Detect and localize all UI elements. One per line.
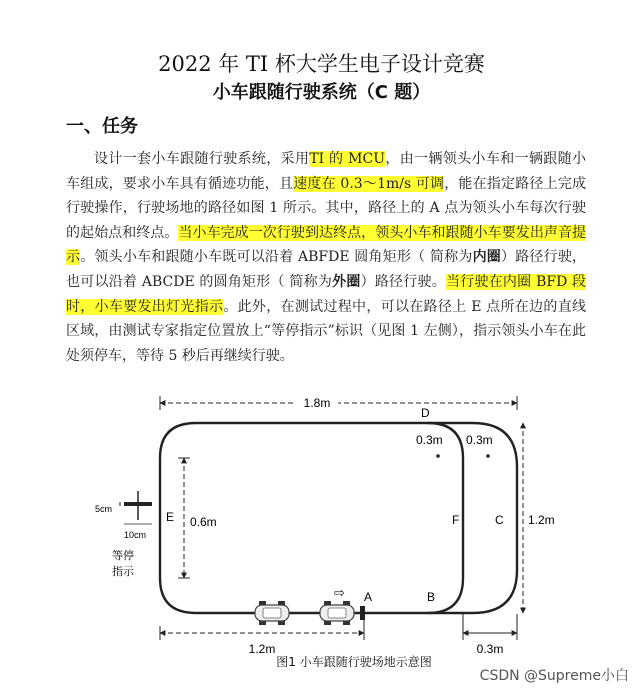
follower-car [255,601,289,625]
figure-caption: 图1 小车跟随行驶场地示意图 [276,655,432,669]
point-a-label: A [364,590,373,604]
stop-width-label: 5cm [95,504,113,514]
highlight-speed: 速度在 0.3～1m/s 可调 [293,175,445,192]
point-f-label: F [452,513,460,527]
text-span: 。此外，在测试过程中，可以在路径上 E 点所在边的直线区域，由测试专家指定位置放上“等停指示”标识（见图 1 左侧），指示领头小车在此处须停车，等待 5 秒后再继续行驶。 [66,298,586,364]
dim-bottom-left-label: 1.2m [248,642,276,656]
stop-label-line2: 指示 [112,565,134,578]
direction-arrow-icon: ⇨ [334,586,345,601]
highlight-mcu: TI 的 MCU [309,151,386,167]
dim-height-label: 0.6m [190,515,217,529]
highlight-light: 当行驶在内圈 BFD 段时，小车要发出灯光指示 [66,273,586,315]
section-heading: 一、任务 [66,116,138,137]
start-point-marker [360,606,365,620]
highlight-sound: 当小车完成一次行驶到达终点，领头小车和跟随小车要发出声音提示 [66,224,587,266]
dim-right-label: 1.2m [528,513,555,527]
dim-top-label: 1.8m [303,396,331,410]
watermark: CSDN @Supreme小白 [479,668,629,684]
stop-label-line1: 等停 [112,549,134,562]
text-span: ）路径行驶，也可以沿着 ABCDE 的圆角矩形（ 简称为 [66,249,587,290]
point-b-label: B [427,590,436,604]
radius-inner-center [436,454,440,458]
document-subtitle: 小车跟随行驶系统（C 题） [212,82,431,103]
text-span: ，能在指定路径上完成行驶操作，行驶场地的路径如图 1 所示。其中，路径上的 A 点为领头小车每次行驶的起始点和终点。 [66,175,587,241]
bold-outer-loop: 外圈 [332,273,361,290]
stop-length-label: 10cm [124,530,147,540]
dim-bottom-right-label: 0.3m [476,642,504,656]
radius-outer-label: 0.3m [466,433,493,447]
point-d-label: D [421,406,430,420]
leader-car [320,601,354,625]
bold-inner-loop: 内圈 [472,249,501,266]
text-span: 。领头小车和跟随小车既可以沿着 ABFDE 圆角矩形（ 简称为 [80,249,473,266]
text-span: ）路径行驶。 [360,273,446,290]
radius-outer-center [486,454,490,458]
text-span: ，由一辆领头小车和一辆跟随小车组成，要求小车具有循迹功能，且 [66,151,587,192]
point-c-label: C [495,513,504,527]
point-e-label: E [166,510,175,524]
text-span: 设计一套小车跟随行驶系统，采用 [94,151,310,167]
document-title: 2022 年 TI 杯大学生电子设计竞赛 [158,52,485,76]
radius-inner-label: 0.3m [416,433,443,447]
